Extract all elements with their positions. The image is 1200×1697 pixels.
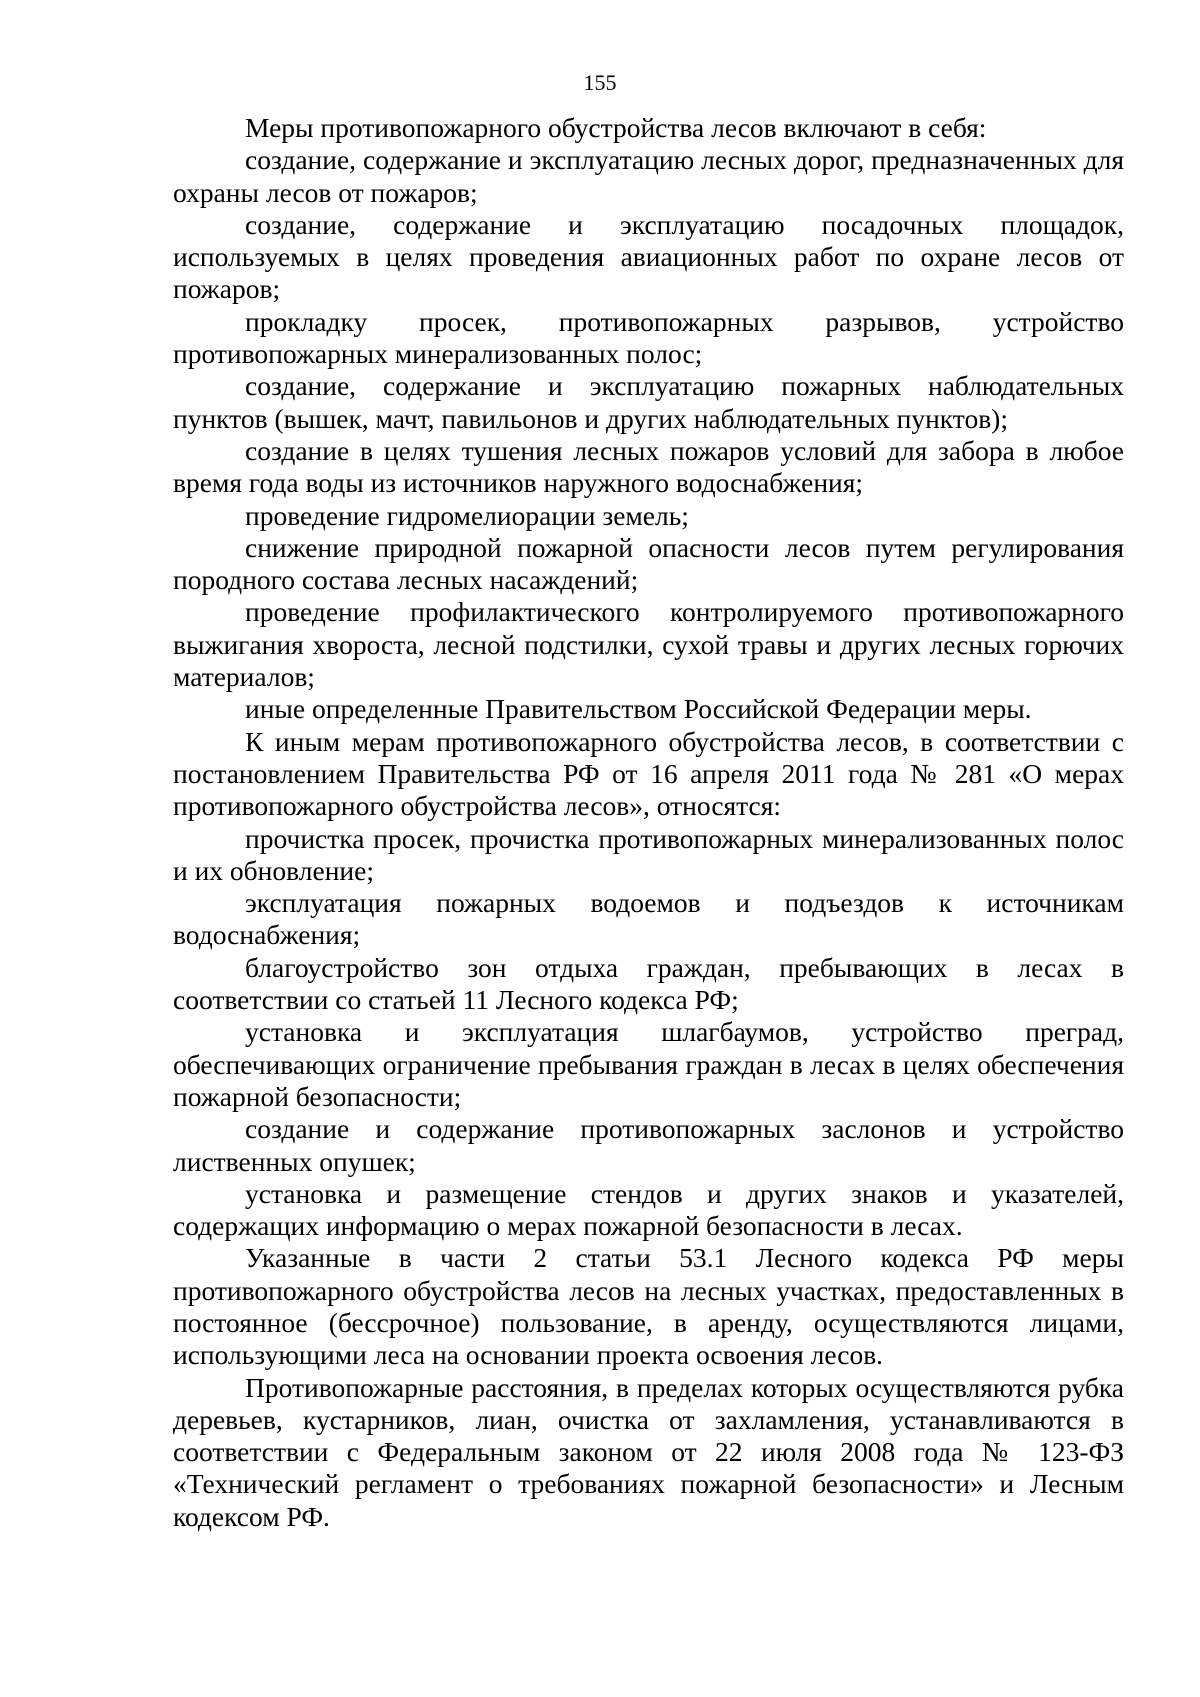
document-body [173,112,1124,1533]
paragraph: создание, содержание и эксплуатацию посадочных площадок, используемых в целях проведения авиационных работ по охране лесов от пожаров; [173,208,1124,305]
paragraph: снижение природной пожарной опасности лесов путем регулирования породного состава лесных насаждений; [173,531,1124,596]
page-number: 155 [583,70,617,95]
paragraph: проведение гидромелиорации земель; [245,499,689,531]
paragraph: К иным мерам противопожарного обустройства лесов, в соответствии с постановлением Правительства РФ от 16 апреля 2011 года № 281 «О мерах противопожарного обустройства лесов», относятся: [173,725,1124,822]
paragraph: прочистка просек, прочистка противопожарных минерализованных полос и их обновление; [173,822,1124,886]
paragraph: благоустройство зон отдыха граждан, пребывающих в лесах в соответствии со статьей 11 Лесного кодекса РФ; [173,951,1124,1016]
paragraph: создание, содержание и эксплуатацию лесных дорог, предназначенных для охраны лесов от пожаров; [173,144,1124,208]
paragraph: установка и эксплуатация шлагбаумов, устройство преград, обеспечивающих ограничение пребывания граждан в лесах в целях обеспечения пожарной безопасности; [173,1016,1124,1112]
paragraph: создание в целях тушения лесных пожаров условий для забора в любое время года воды из источников наружного водоснабжения; [173,434,1124,499]
paragraph: эксплуатация пожарных водоемов и подъездов к источникам водоснабжения; [173,887,1124,951]
paragraph: прокладку просек, противопожарных разрывов, устройство противопожарных минерализованных полос; [173,305,1124,370]
paragraph: создание, содержание и эксплуатацию пожарных наблюдательных пунктов (вышек, мачт, павильонов и других наблюдательных пунктов); [173,370,1124,434]
paragraph: установка и размещение стендов и других знаков и указателей, содержащих информацию о мерах пожарной безопасности в лесах. [173,1177,1124,1242]
paragraph: Указанные в части 2 статьи 53.1 Лесного кодекса РФ меры противопожарного обустройства лесов на лесных участках, предоставленных в постоянное (бессрочное) пользование, в аренду, осуществляются лицами, использующими леса на основании проекта освоения лесов. [173,1242,1124,1371]
paragraph: Меры противопожарного обустройства лесов включают в себя: [245,112,987,143]
paragraph: создание и содержание противопожарных заслонов и устройство лиственных опушек; [173,1113,1124,1177]
paragraph: проведение профилактического контролируемого противопожарного выжигания хвороста, лесной подстилки, сухой травы и других лесных горючих материалов; [173,596,1124,693]
paragraph: иные определенные Правительством Российской Федерации меры. [245,693,1032,725]
paragraph: Противопожарные расстояния, в пределах которых осуществляются рубка деревьев, кустарников, лиан, очистка от захламления, устанавливаются в соответствии с Федеральным законом от 22 июля 2008 года № 123-ФЗ «Технический регламент о требованиях пожарной безопасности» и Лесным кодексом РФ. [173,1371,1124,1532]
